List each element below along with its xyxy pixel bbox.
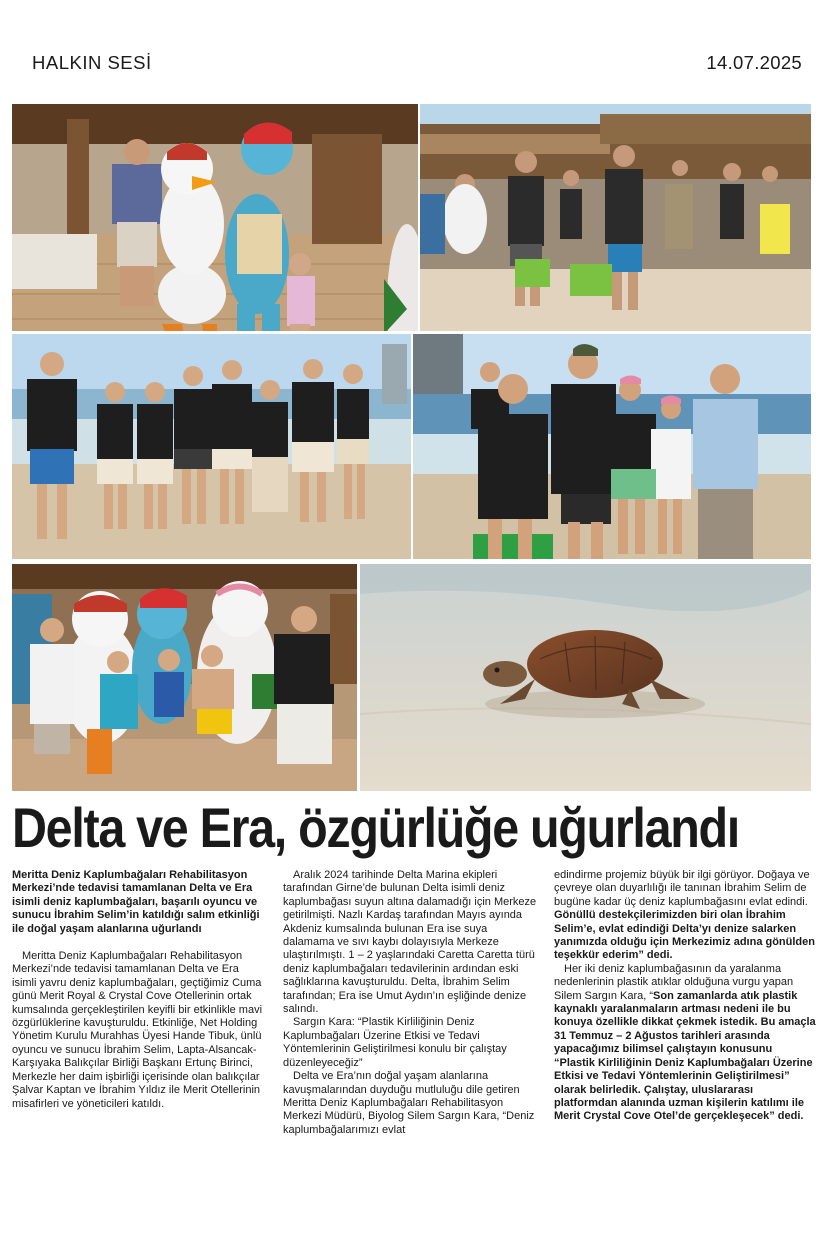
article-paragraph: Aralık 2024 tarihinde Delta Marina ekipleri tarafından Girne’de bulunan Delta isimli deniz kaplumbağası suyun altına dalamadığı için Merkeze getirilmişti. Nazlı Kardaş tarafından Mayıs ayında Akdeniz kumsalında bulunan Era ise suya dalamama ve sıvı kaybı dolayısıyla Merkeze ulaştırılmıştı. 1 – 2 yaşlarındaki Caretta Caretta türü deniz kaplumbağaları tedavilerinin ardından eski sağlıklarına kavuşturuldu. Delta, İbrahim Selim tarafından; Era ise Umut Aydın’ın eşliğinde denize salındı.: [283, 869, 537, 1016]
issue-date: 14.07.2025: [706, 52, 802, 73]
photo-mascots-deck: [12, 104, 418, 331]
article-quote: Son zamanlarda atık plastik kaynaklı yaralanmaların artması nedeni ile bu konuya özellikle dikkat çekmek istedik. Bu amaçla 31 Temmuz – 2 Ağustos tarihleri arasında yapacağımız bilimsel çalıştayın konusunu “Plastik Kirliliğinin Deniz Kaplumbağaları Üzerine Etkisi ve Tedavi Yöntemlerinin Geliştirilmesi” olarak belirledik. Çalıştay, uluslararası platformdan alanında uzman kişilerin katılımı ile Merit Crystal Cove Otel’de gerçekleşecek” dedi.: [554, 989, 816, 1123]
article-column-1: [12, 869, 266, 1111]
article-lead: Meritta Deniz Kaplumbağaları Rehabilitasyon Merkezi’nde tedavisi tamamlanan Delta ve Era isimli deniz kaplumbağaları, başarılı oyuncu ve sunucu İbrahim Selim’in katıldığı salım etkinliği ile doğal yaşam alanlarına uğurlandı: [12, 869, 260, 935]
photo-beach-crowd: [420, 104, 811, 331]
article-quote: Gönüllü destekçilerimizden biri olan İbrahim Selim’e, evlat edindiği Delta’yı denize salarken yanımızda olduğu için Merkezimiz adına gönülden teşekkür ederim” dedi.: [554, 909, 815, 962]
article-subheading: Sargın Kara: “Plastik Kirliliğinin Deniz Kaplumbağaları Üzerine Etkisi ve Tedavi Yöntemlerinin Geliştirilmesi konulu bir çalıştay düzenleyeceğiz”: [283, 1016, 507, 1069]
article-headline: Delta ve Era, özgürlüğe uğurlandı: [12, 796, 739, 859]
article-text: Her iki deniz kaplumbağasının da yaralanma nedenlerinin plastik atıklar olduğuna vurgu yapan Silem Sargın Kara, “: [554, 962, 794, 1002]
article-paragraph: [554, 869, 816, 963]
article-paragraph: Delta ve Era’nın doğal yaşam alanlarına kavuşmalarından duyduğu mutluluğu dile getiren Meritta Deniz Kaplumbağaları Rehabilitasyon Merkezi Müdürü, Biyolog Silem Sargın Kara, “Deniz kaplumbağalarımızı evlat: [283, 1070, 535, 1136]
photo-children-beach: [413, 334, 811, 559]
publication-name: HALKIN SESİ: [32, 52, 152, 73]
photo-mascots-children: [12, 564, 357, 791]
article-text: edindirme projemiz büyük bir ilgi görüyor. Doğaya ve çevreye olan duyarlılığı ile tanınan İbrahim Selim de bugüne kadar üç deniz kaplumbağasını evlat edindi.: [554, 869, 810, 908]
article-column-2: [283, 869, 537, 1137]
photo-sea-turtle: [360, 564, 811, 791]
photo-group-black-tshirts: [12, 334, 411, 559]
article-paragraph: Meritta Deniz Kaplumbağaları Rehabilitasyon Merkezi’nde tedavisi tamamlanan Delta ve Era isimli yavru deniz kaplumbağaları, geçtiğimiz Cuma günü Merit Royal & Crystal Cove Otellerinin ortak kumsalında gerçekleştirilen keyifli bir etkinlikle mavi özgürlüklerine kavuşturuldu. Etkinliğe, Net Holding Yönetim Kurulu Murahhas Üyesi Hande Tibuk, ünlü oyuncu ve sunucu İbrahim Selim, Lapta-Alsancak-Karşıyaka Balıkçılar Birliği Başkanı Ertunç Birinci, Merkezle her daim işbirliği içerisinde olan balıkçılar Şalvar Kaptan ve İbrahim Yıldız ile Merit Otellerinin misafirleri ve yöneticileri katıldı.: [12, 950, 263, 1110]
article-column-3: [554, 869, 816, 1124]
article-paragraph: [554, 963, 816, 1124]
